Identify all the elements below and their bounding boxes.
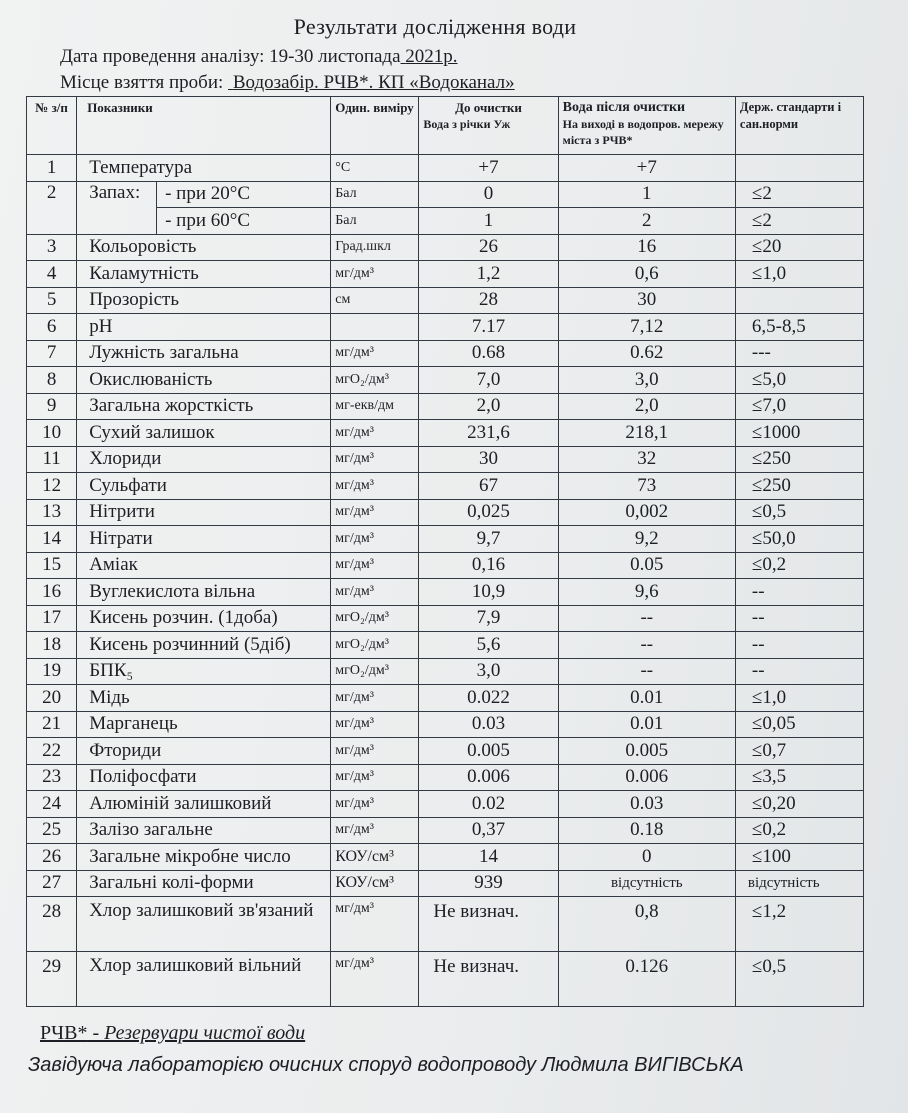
row-after-value: 9,2 xyxy=(558,526,735,553)
row-after-value: 30 xyxy=(558,287,735,314)
row-unit: КОУ/см³ xyxy=(331,870,419,897)
table-row xyxy=(27,764,864,791)
row-unit: мг/дм³ xyxy=(331,952,419,1007)
row-norm: ≤3,5 xyxy=(735,764,863,791)
row-indicator: Каламутність xyxy=(77,261,331,288)
row-before-value: 67 xyxy=(419,473,558,500)
footnote xyxy=(40,1022,305,1045)
row-unit: мг/дм³ xyxy=(331,420,419,447)
row-norm: ≤7,0 xyxy=(735,393,863,420)
sample-place-line xyxy=(60,72,515,94)
table-row xyxy=(27,579,864,606)
row-before-value: 0.005 xyxy=(419,738,558,765)
row-indicator: Запах: xyxy=(77,181,157,234)
row-number: 28 xyxy=(27,897,77,952)
row-norm: ≤100 xyxy=(735,844,863,871)
row-indicator: БПК₅ xyxy=(77,658,331,685)
row-unit: мгО₂/дм³ xyxy=(331,632,419,659)
row-after-value: 73 xyxy=(558,473,735,500)
row-indicator: Фториди xyxy=(77,738,331,765)
table-header-row xyxy=(27,97,864,155)
table-row xyxy=(27,234,864,261)
row-before-value: Не визнач. xyxy=(419,952,558,1007)
row-unit: мгО₂/дм³ xyxy=(331,605,419,632)
row-number: 3 xyxy=(27,234,77,261)
row-after-value: 2,0 xyxy=(558,393,735,420)
row-indicator: Лужність загальна xyxy=(77,340,331,367)
row-after-value: 0,6 xyxy=(558,261,735,288)
row-number: 7 xyxy=(27,340,77,367)
row-after-value: 9,6 xyxy=(558,579,735,606)
table-row xyxy=(27,711,864,738)
table-row xyxy=(27,155,864,182)
row-before-value: 5,6 xyxy=(419,632,558,659)
row-before-value: 1 xyxy=(419,208,558,235)
header-no: № з/п xyxy=(27,97,77,155)
row-number: 2 xyxy=(27,181,77,234)
table-row xyxy=(27,261,864,288)
row-after-value: 32 xyxy=(558,446,735,473)
row-norm: ≤20 xyxy=(735,234,863,261)
header-norm: Держ. стандарти і сан.норми xyxy=(735,97,863,155)
table-row xyxy=(27,897,864,952)
row-after-value: 2 xyxy=(558,208,735,235)
header-after xyxy=(558,97,735,155)
row-norm: ≤0,2 xyxy=(735,817,863,844)
row-indicator: Окислюваність xyxy=(77,367,331,394)
table-body xyxy=(27,155,864,1007)
row-unit: мгО₂/дм³ xyxy=(331,658,419,685)
row-unit xyxy=(331,314,419,341)
row-indicator: Нітрити xyxy=(77,499,331,526)
row-before-value: 26 xyxy=(419,234,558,261)
row-before-value: 0.006 xyxy=(419,764,558,791)
header-after-sub: На виході в водопров. мережу міста з РЧВ* xyxy=(562,117,724,147)
row-after-value: 0.18 xyxy=(558,817,735,844)
row-norm: ≤5,0 xyxy=(735,367,863,394)
row-indicator: Загальні колі-форми xyxy=(77,870,331,897)
row-indicator: Температура xyxy=(77,155,331,182)
row-norm: -- xyxy=(735,632,863,659)
row-norm: ≤1,0 xyxy=(735,261,863,288)
table-row xyxy=(27,685,864,712)
row-unit: мг/дм³ xyxy=(331,711,419,738)
row-unit: мг/дм³ xyxy=(331,738,419,765)
row-norm: ≤0,5 xyxy=(735,952,863,1007)
table-row xyxy=(27,287,864,314)
table-row xyxy=(27,791,864,818)
row-indicator: Кисень розчин. (1доба) xyxy=(77,605,331,632)
row-number: 20 xyxy=(27,685,77,712)
row-indicator: Кисень розчинний (5діб) xyxy=(77,632,331,659)
header-before-title: До очистки xyxy=(455,100,522,115)
row-number: 12 xyxy=(27,473,77,500)
row-after-value: 0.01 xyxy=(558,685,735,712)
row-indicator: Нітрати xyxy=(77,526,331,553)
row-norm: ≤0,2 xyxy=(735,552,863,579)
row-unit: мг/дм³ xyxy=(331,897,419,952)
row-number: 14 xyxy=(27,526,77,553)
row-before-value: 0.68 xyxy=(419,340,558,367)
row-norm: ≤1000 xyxy=(735,420,863,447)
row-after-value: 0.006 xyxy=(558,764,735,791)
table-row xyxy=(27,552,864,579)
row-number: 16 xyxy=(27,579,77,606)
row-before-value: 939 xyxy=(419,870,558,897)
row-unit: мг-екв/дм xyxy=(331,393,419,420)
row-indicator: Кольоровість xyxy=(77,234,331,261)
row-after-value: 0,8 xyxy=(558,897,735,952)
row-unit: КОУ/см³ xyxy=(331,844,419,871)
table-row xyxy=(27,605,864,632)
row-unit: °C xyxy=(331,155,419,182)
row-indicator: Загальна жорсткість xyxy=(77,393,331,420)
table-row xyxy=(27,314,864,341)
row-norm: відсутність xyxy=(735,870,863,897)
row-before-value: 28 xyxy=(419,287,558,314)
row-norm: ≤1,0 xyxy=(735,685,863,712)
row-norm: ≤0,7 xyxy=(735,738,863,765)
row-indicator: Алюміній залишковий xyxy=(77,791,331,818)
row-unit: см xyxy=(331,287,419,314)
row-norm: --- xyxy=(735,340,863,367)
row-norm: ≤0,5 xyxy=(735,499,863,526)
row-norm: ≤50,0 xyxy=(735,526,863,553)
row-unit: мг/дм³ xyxy=(331,473,419,500)
row-indicator: Вуглекислота вільна xyxy=(77,579,331,606)
row-before-value: 0.022 xyxy=(419,685,558,712)
row-unit: мг/дм³ xyxy=(331,499,419,526)
row-indicator: Аміак xyxy=(77,552,331,579)
row-indicator-condition: - при 20°C xyxy=(157,181,331,208)
table-row xyxy=(27,420,864,447)
header-indicator: Показники xyxy=(77,97,331,155)
row-before-value: 7.17 xyxy=(419,314,558,341)
row-indicator: Прозорість xyxy=(77,287,331,314)
row-number: 6 xyxy=(27,314,77,341)
row-before-value: 7,9 xyxy=(419,605,558,632)
header-after-title: Вода після очистки xyxy=(562,100,686,115)
sample-place-value: Водозабір. РЧВ*. КП «Водоканал» xyxy=(232,72,515,93)
document-title: Результати дослідження води xyxy=(293,14,577,39)
analysis-date-line xyxy=(60,46,458,68)
table-row xyxy=(27,367,864,394)
row-after-value: 0.005 xyxy=(558,738,735,765)
row-unit: Бал xyxy=(331,181,419,208)
row-after-value: 0 xyxy=(558,844,735,871)
table-row xyxy=(27,473,864,500)
row-number: 27 xyxy=(27,870,77,897)
row-unit: Град.шкл xyxy=(331,234,419,261)
footnote-abbr: РЧВ* xyxy=(40,1022,88,1044)
row-indicator: Сухий залишок xyxy=(77,420,331,447)
table-row xyxy=(27,844,864,871)
row-norm: ≤250 xyxy=(735,446,863,473)
row-after-value: 16 xyxy=(558,234,735,261)
row-unit: мгО₂/дм³ xyxy=(331,367,419,394)
analysis-date-label: Дата проведення аналізу: 19-30 листопада xyxy=(60,46,401,67)
row-norm: ≤1,2 xyxy=(735,897,863,952)
row-after-value: -- xyxy=(558,632,735,659)
row-number: 26 xyxy=(27,844,77,871)
row-before-value: Не визнач. xyxy=(419,897,558,952)
row-unit: мг/дм³ xyxy=(331,261,419,288)
sample-place-label: Місце взяття проби: xyxy=(60,72,224,93)
row-number: 11 xyxy=(27,446,77,473)
row-number: 9 xyxy=(27,393,77,420)
table-row xyxy=(27,738,864,765)
row-indicator: Поліфосфати xyxy=(77,764,331,791)
row-indicator-condition: - при 60°C xyxy=(157,208,331,235)
row-indicator: Загальне мікробне число xyxy=(77,844,331,871)
row-before-value: 1,2 xyxy=(419,261,558,288)
row-indicator: Мідь xyxy=(77,685,331,712)
row-unit: мг/дм³ xyxy=(331,764,419,791)
row-number: 29 xyxy=(27,952,77,1007)
header-before-sub: Вода з річки Уж xyxy=(423,117,511,131)
row-number: 4 xyxy=(27,261,77,288)
row-before-value: 7,0 xyxy=(419,367,558,394)
row-unit: мг/дм³ xyxy=(331,791,419,818)
row-before-value: 0,16 xyxy=(419,552,558,579)
row-after-value: 1 xyxy=(558,181,735,208)
row-number: 21 xyxy=(27,711,77,738)
footnote-text: - Резервуари чистої води xyxy=(87,1022,306,1044)
row-number: 18 xyxy=(27,632,77,659)
row-after-value: 0,002 xyxy=(558,499,735,526)
row-number: 15 xyxy=(27,552,77,579)
row-before-value: 2,0 xyxy=(419,393,558,420)
row-number: 22 xyxy=(27,738,77,765)
row-norm: ≤250 xyxy=(735,473,863,500)
row-number: 23 xyxy=(27,764,77,791)
row-norm: ≤2 xyxy=(735,181,863,208)
row-number: 17 xyxy=(27,605,77,632)
row-indicator: Марганець xyxy=(77,711,331,738)
table-row xyxy=(27,870,864,897)
row-after-value: 0.126 xyxy=(558,952,735,1007)
row-before-value: 30 xyxy=(419,446,558,473)
row-before-value: +7 xyxy=(419,155,558,182)
row-before-value: 10,9 xyxy=(419,579,558,606)
row-norm xyxy=(735,287,863,314)
table-row xyxy=(27,499,864,526)
row-after-value: 7,12 xyxy=(558,314,735,341)
row-number: 24 xyxy=(27,791,77,818)
table-row xyxy=(27,632,864,659)
row-indicator: Хлор залишковий вільний xyxy=(77,952,331,1007)
table-row xyxy=(27,817,864,844)
table-row xyxy=(27,526,864,553)
row-number: 13 xyxy=(27,499,77,526)
row-norm: ≤2 xyxy=(735,208,863,235)
row-number: 19 xyxy=(27,658,77,685)
row-after-value: 3,0 xyxy=(558,367,735,394)
row-unit: мг/дм³ xyxy=(331,526,419,553)
row-norm xyxy=(735,155,863,182)
row-norm: ≤0,05 xyxy=(735,711,863,738)
row-before-value: 0,37 xyxy=(419,817,558,844)
row-unit: мг/дм³ xyxy=(331,817,419,844)
table-row xyxy=(27,658,864,685)
row-norm: -- xyxy=(735,658,863,685)
row-indicator: Хлор залишковий зв'язаний xyxy=(77,897,331,952)
analysis-date-year: 2021р. xyxy=(405,46,458,67)
row-indicator: Хлориди xyxy=(77,446,331,473)
header-unit: Один. виміру xyxy=(331,97,419,155)
row-norm: -- xyxy=(735,579,863,606)
row-before-value: 0,025 xyxy=(419,499,558,526)
table-row xyxy=(27,446,864,473)
row-before-value: 3,0 xyxy=(419,658,558,685)
row-after-value: +7 xyxy=(558,155,735,182)
table-row xyxy=(27,952,864,1007)
row-unit: мг/дм³ xyxy=(331,552,419,579)
row-after-value: 0.01 xyxy=(558,711,735,738)
row-before-value: 9,7 xyxy=(419,526,558,553)
row-unit: мг/дм³ xyxy=(331,685,419,712)
row-after-value: 0.62 xyxy=(558,340,735,367)
row-before-value: 14 xyxy=(419,844,558,871)
row-after-value: -- xyxy=(558,658,735,685)
row-after-value: 0.03 xyxy=(558,791,735,818)
row-unit: мг/дм³ xyxy=(331,579,419,606)
row-number: 5 xyxy=(27,287,77,314)
table-row xyxy=(27,393,864,420)
row-before-value: 0 xyxy=(419,181,558,208)
row-norm: -- xyxy=(735,605,863,632)
row-after-value: 218,1 xyxy=(558,420,735,447)
row-unit: мг/дм³ xyxy=(331,340,419,367)
header-before xyxy=(419,97,558,155)
row-indicator: Залізо загальне xyxy=(77,817,331,844)
row-after-value: -- xyxy=(558,605,735,632)
row-indicator: Сульфати xyxy=(77,473,331,500)
row-before-value: 231,6 xyxy=(419,420,558,447)
row-indicator: pH xyxy=(77,314,331,341)
signature-line: Завідуюча лабораторією очисних споруд водопроводу Людмила ВИГІВСЬКА xyxy=(28,1054,744,1076)
row-norm: ≤0,20 xyxy=(735,791,863,818)
row-number: 8 xyxy=(27,367,77,394)
row-norm: 6,5-8,5 xyxy=(735,314,863,341)
row-after-value: відсутність xyxy=(558,870,735,897)
row-before-value: 0.02 xyxy=(419,791,558,818)
table-row xyxy=(27,340,864,367)
row-number: 1 xyxy=(27,155,77,182)
row-after-value: 0.05 xyxy=(558,552,735,579)
row-unit: Бал xyxy=(331,208,419,235)
water-analysis-table xyxy=(26,96,864,1007)
row-before-value: 0.03 xyxy=(419,711,558,738)
table-row xyxy=(27,181,864,208)
row-number: 10 xyxy=(27,420,77,447)
row-number: 25 xyxy=(27,817,77,844)
row-unit: мг/дм³ xyxy=(331,446,419,473)
